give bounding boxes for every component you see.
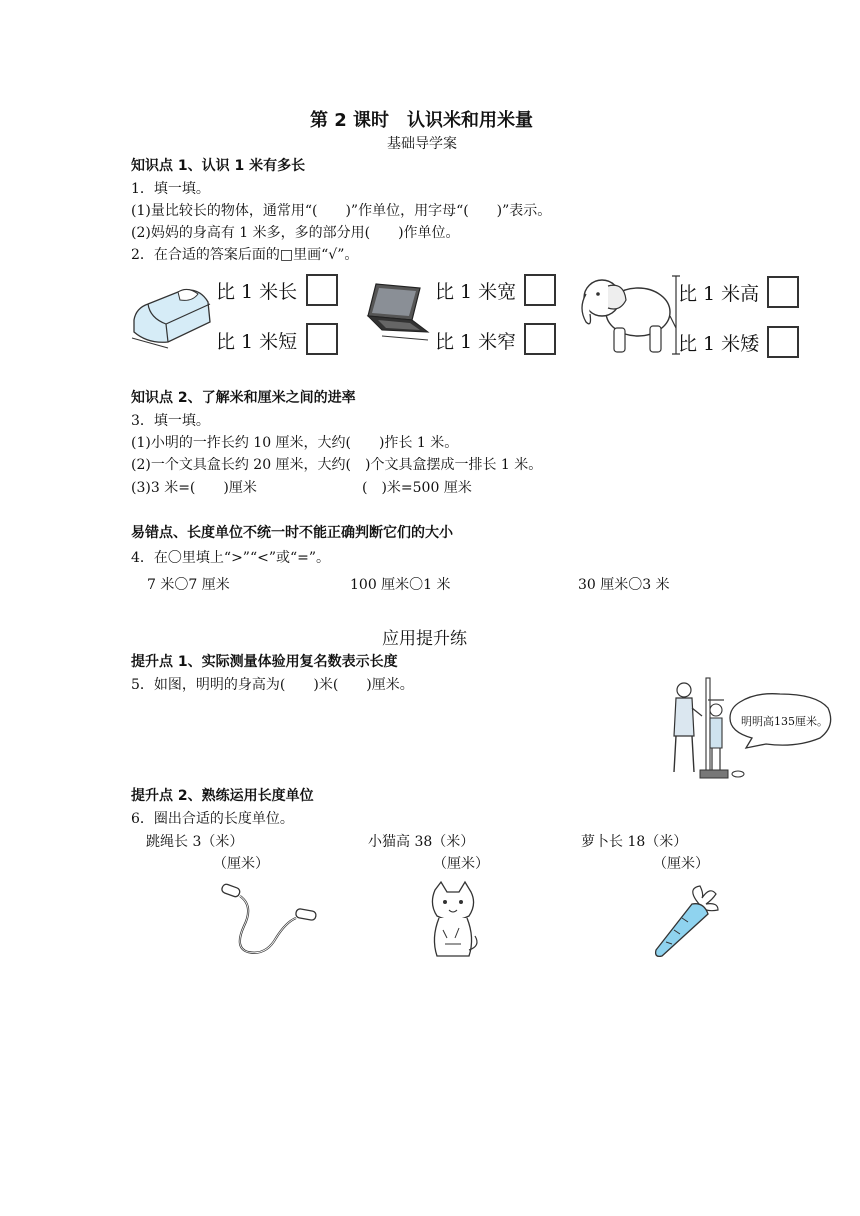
question-3a: (1)小明的一拃长约 10 厘米，大约( )拃长 1 米。 — [131, 435, 459, 451]
cat-illustration — [425, 880, 481, 962]
question-3c-part2: ( )米=500 厘米 — [362, 480, 472, 496]
apply-heading-1: 提升点 1、实际测量体验用复名数表示长度 — [131, 654, 398, 670]
checkbox-elephant-short[interactable] — [767, 326, 799, 358]
question-6: 6．圈出合适的长度单位。 — [131, 811, 294, 827]
bed-illustration — [128, 280, 213, 350]
jump-rope-illustration — [214, 882, 324, 958]
question-1b: (2)妈妈的身高有 1 米多，多的部分用( )作单位。 — [131, 225, 460, 241]
compare-laptop-wide: 比 1 米宽 — [435, 281, 517, 303]
section1-heading: 知识点 1、认识 1 米有多长 — [131, 158, 306, 174]
rope-label: 跳绳长 3（米） — [146, 834, 244, 850]
compare-bed-short: 比 1 米短 — [216, 331, 298, 353]
section2-heading: 知识点 2、了解米和厘米之间的进率 — [131, 390, 356, 406]
checkbox-laptop-wide[interactable] — [524, 274, 556, 306]
rope-cm-option: （厘米） — [213, 856, 269, 872]
compare-item-2: 100 厘米〇1 米 — [350, 577, 451, 593]
compare-elephant-short: 比 1 米矮 — [678, 333, 760, 355]
compare-bed-long: 比 1 米长 — [216, 281, 298, 303]
question-3: 3．填一填。 — [131, 413, 210, 429]
question-3c-part1: (3)3 米=( )厘米 — [131, 480, 257, 496]
checkbox-laptop-narrow[interactable] — [524, 323, 556, 355]
question-3b: (2)一个文具盒长约 20 厘米，大约( )个文具盒摆成一排长 1 米。 — [131, 457, 543, 473]
compare-elephant-tall: 比 1 米高 — [678, 283, 760, 305]
carrot-label: 萝卜长 18（米） — [581, 834, 688, 850]
carrot-illustration — [652, 884, 722, 960]
question-1: 1．填一填。 — [131, 181, 210, 197]
speech-bubble-text: 明明高135厘米。 — [741, 715, 828, 728]
carrot-cm-option: （厘米） — [653, 856, 709, 872]
section3-heading: 易错点、长度单位不统一时不能正确判断它们的大小 — [131, 525, 453, 541]
question-1a: (1)量比较长的物体，通常用“( )”作单位，用字母“( )”表示。 — [131, 203, 552, 219]
question-5: 5．如图，明明的身高为( )米( )厘米。 — [131, 677, 414, 693]
cat-label: 小猫高 38（米） — [368, 834, 475, 850]
cat-cm-option: （厘米） — [433, 856, 489, 872]
compare-item-1: 7 米〇7 厘米 — [147, 577, 230, 593]
compare-item-3: 30 厘米〇3 米 — [578, 577, 670, 593]
elephant-illustration — [580, 272, 680, 358]
question-2: 2．在合适的答案后面的□里画“√”。 — [131, 247, 359, 263]
laptop-illustration — [362, 280, 434, 350]
page-title: 第 2 课时 认识米和用米量 — [310, 110, 534, 131]
checkbox-bed-short[interactable] — [306, 323, 338, 355]
apply-title: 应用提升练 — [382, 629, 467, 649]
checkbox-bed-long[interactable] — [306, 274, 338, 306]
page-subtitle: 基础导学案 — [387, 136, 457, 152]
apply-heading-2: 提升点 2、熟练运用长度单位 — [131, 788, 314, 804]
checkbox-elephant-tall[interactable] — [767, 276, 799, 308]
compare-laptop-narrow: 比 1 米窄 — [435, 331, 517, 353]
question-4: 4．在〇里填上“>”“<”或“=”。 — [131, 550, 331, 566]
